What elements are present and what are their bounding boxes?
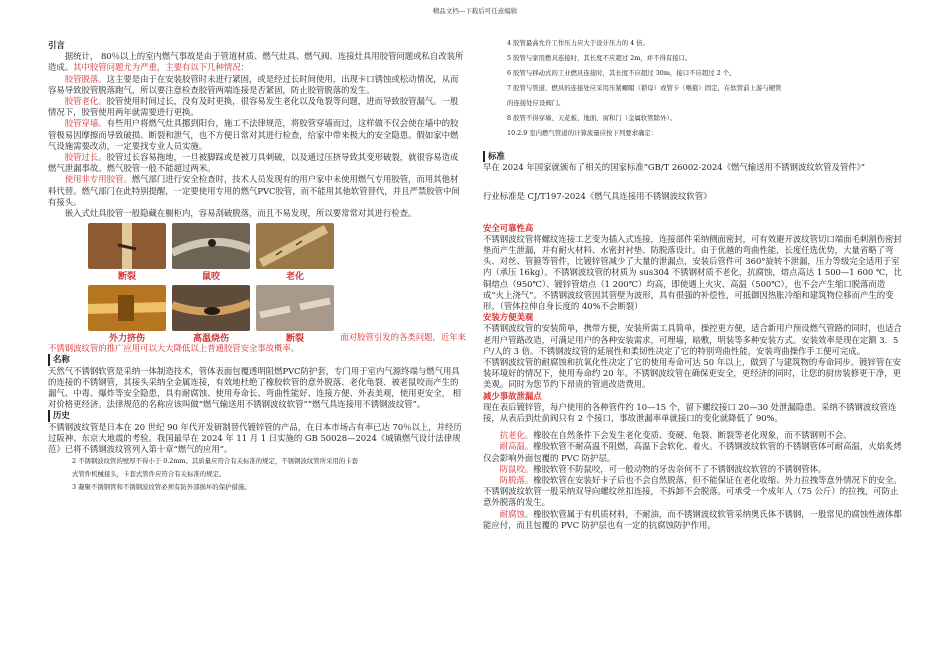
safety-heading: 安全可靠性高 [483,222,534,233]
intro-paragraph [48,51,466,73]
compare-text: 橡胶软管属于有机质材料，不耐油，而不锈钢波纹软管采纳奥氏体不锈钢，一般常见的腐蚀性液体都能应付，而且包覆的 PVC 防护层也有一定的抗腐蚀防护作用。 [483,508,902,530]
standard-heading: 标准 [483,151,903,162]
photo-broken-hose [88,223,166,269]
compare-item [483,441,903,463]
compare-item [483,475,903,509]
lifespan-paragraph: 不锈钢波纹管的耐腐蚀和抗氧化性决定了它的使用寿命可达 50 年以上，做到了与建筑物的寿命同步。镀锌管在安装环境好的情况下，使用寿命约 20 年。不锈钢波纹管在确保更安全，更经济的同时，让您的厨房装修更干净，更美观。同时为您节约下昂贵的管道改造费用。 [483,357,901,390]
excerpt-line: 的连接处应设阀门。 [507,99,565,107]
leak-heading: 减少事故泄漏点 [483,390,542,401]
photo-caption: 老化 [285,272,304,283]
problem-text: 胶管过长容易拖地，一旦被脚踩或是被刀具刺破，以及通过压挤导致其变形破裂，就很容易造成燃气泄漏事故。燃气胶管一般不能超过两米。 [48,152,459,174]
problem-photo [172,223,250,281]
compare-text: 橡胶软管在安装好卡子后也不会自然脱落，但不能保证在老化收缩、外力拉拽等意外情况下的安全。不锈钢波纹软管一般采纳双导向螺纹丝扣连接，不拆卸不会脱落。可承受一个成年人（75 公斤）的拉拽，可防止意外脱落的发生。 [483,475,902,508]
problem-photo [88,285,166,343]
problem-label: 使用非专用胶管。 [64,174,132,185]
compare-item [483,509,903,531]
header-note: 精品文档---下载后可任意编辑 [432,7,518,15]
hidden-hose-text: 嵌入式灶具胶管一般隐藏在橱柜内，容易刮破脱落，而且不易发现，所以要常常对其进行检查。 [64,208,417,219]
photo-caption: 断裂 [117,272,136,283]
history-paragraph: 不锈钢波纹管是日本在 20 世纪 90 年代开发研制替代镀锌管的产品，在日本市场占有率已达 70％以上，并经历过阪神、东京大地震的考验。我国最早在 2024 年 11 月 1 日实施的 GB 50028—2024《城镇燃气设计法律规范》已将不锈钢波纹管列入第十章“燃气的应用”。 [48,421,462,455]
problem-label: 胶管老化。 [64,96,107,107]
install-paragraph: 不锈钢波纹管的安装简单，携带方便，安装所需工具简单，操控更方便，适合新用户预设燃气管路的同时，也适合老用户管路改造，可满足用户的各种安装需求，可埋墙，暗敷，明装等多种安装方式。安装效率是现在定额 3．5 户/人的 3 倍。不锈钢波纹管的延展性和柔韧性决定了它的特别弯曲性能，安装弯曲操作手工便可完成。 [483,323,902,356]
intro-text: 据统计， 80％以上的室内燃气事故是由于管道材质、燃气灶具、燃气阀、连接灶具用胶管问题或私自改装所造成。 [48,51,464,73]
compare-label: 防鼠咬。 [499,463,534,474]
safety-paragraph: 不锈钢波纹管将螺纹连接工艺变为插入式连接，连接部件采纳侧面密封，可有效避开波纹管切口端面毛刺割伤密封垫而产生泄漏，并有耐火材料、水密封衬垫、防脱落设计。由于优越的弯曲性能，长度任选优势，大量省略了弯头、对丝、管箍等管件，比镀锌管减少了大量的泄漏点，安装后管件可 360°旋转不泄漏，压力等级完全适用于室内（承压 16kg）。不锈钢波纹管的材质为 sus304 不锈钢材质不老化，抗腐蚀，熔点高达 1 500—1 600 ℃，比铜熔点（950℃）、镀锌管熔点（1 200℃）均高，即使遇上火灾、高温（500℃），也不会产生缩口脱落而造成“火上浇气”。不锈钢波纹管因其管壁为波形，具有很强的补偿性，可抵御因热胀冷缩和建筑物位移而产生的变形。（管体拉伸自身长度的 40%不会断裂） [483,233,903,312]
problem-item [48,174,466,208]
compare-text: 橡胶在自然条件下会发生老化变质、变硬、龟裂、断裂等老化现象，而不锈钢则不会。 [533,430,852,441]
problem-text: 这主要是由于在安装胶管时未进行紧固，或是经过长时间使用，出现卡口锈蚀或松动情况，从而容易导致胶管脱落跑气，所以要注意检查胶管两端连接是否紧固，防止胶管脱落的发生。 [48,73,459,95]
excerpt-line: 2 不锈钢波纹管的壁厚不得小于 0.2mm。其质量应符合有关标准的规定，不锈钢波纹管所采用的卡套 [72,457,359,466]
photo-caption: 断裂 [285,334,304,345]
compare-text: 橡胶软管不耐高温不阻燃，高温下会软化、着火。不锈钢波纹软管的不锈钢管体可耐高温，火焰炙烤仅会影响外面包覆的 PVC 防护层。 [483,441,902,463]
excerpt-line: 3 凝聚不锈钢管和不锈钢波纹管必须有防外部损坏的保护措施。 [72,483,251,492]
problem-photo [256,285,334,343]
problem-photo [256,223,334,281]
excerpt-line: 6 胶管与移动式的工业燃具连接时，其长度不应超过 30m，接口不应超过 2 个。 [507,69,736,77]
compare-text: 橡胶软管不防鼠咬，可一般动物的牙齿奈何不了不锈钢波纹软管的不锈钢管体。 [533,463,827,474]
image-note: 面对胶管引发的各类问题，近年来 [340,332,466,343]
intro-heading: 引言 [48,40,65,50]
leak-paragraph: 现在表后镀锌管，每户使用的各种管件约 10—15 个，留下螺纹接口 20—30 处泄漏隐患。采纳不锈钢波纹管连接，从表后到灶前阀只有 2 个接口，事故泄漏率单就接口的变化就降低了 90%。 [483,401,897,424]
intro-red-text: 其中胶管问题尤为严重，主要有以下几种情况： [73,62,249,73]
compare-label: 抗老化。 [499,430,534,441]
excerpt-line: 4 胶管最高允许工作压力应大于设计压力的 4 倍。 [507,39,650,47]
problem-text: 有些用户将燃气灶具挪到阳台，施工不法律规范，将胶管穿墙而过，这样做不仅会使在墙中的胶管极易因摩擦而导致破损、断裂和泄气，也不方便日常对其进行检查，给家中带来极大的安全隐患。假如家中燃气设施需要改动，一定要找专业人员实施。 [48,118,459,151]
excerpt-line: 10.2.9 室内燃气管道的计算流量应按下列要求确定： [507,129,658,137]
photo-heat-burn [172,285,250,331]
history-heading: 历史 [48,410,466,421]
photo-aging-hose [256,223,334,269]
install-heading: 安装方便美观 [483,312,534,323]
standard-industry: 行业标准是 CJ/T197-2024《燃气具连接用不锈钢波纹软管》 [483,191,712,202]
photo-rat-bite [172,223,250,269]
problem-photo-grid [88,223,466,343]
problem-text: 胶管使用时间过长，没有及时更换，很容易发生老化以及龟裂等问题，进而导致胶管漏气。一般情况下，胶管使用两年就需要进行更换。 [48,96,459,118]
problem-text: 燃气部门进行安全检查时，技术人员发现有的用户家中未使用燃气专用胶管，而用其他材料代替。燃气部门在此特别提醒，一定要使用专用的燃气PVC胶管，而不能用其他软管替代，并且严禁胶管中间有接头。 [48,174,460,207]
problem-item [48,96,466,118]
left-column [48,40,466,494]
problem-item [48,118,466,152]
compare-item [483,464,903,475]
problem-label: 胶管脱落。 [64,73,107,84]
photo-snapped-hose [256,285,334,331]
name-heading: 名称 [48,354,466,365]
right-column [483,36,903,531]
photo-caption: 高温烧伤 [192,334,229,345]
photo-crushed-hose [88,285,166,331]
promo-text: 不锈钢波纹管的推广应用可以大大降低以上普通胶管安全事故概率。 [48,343,300,354]
problem-label: 胶管过长。 [64,152,107,163]
problem-item [48,74,466,96]
problem-photo-area [48,223,466,343]
compare-item [483,430,903,441]
compare-label: 防脱落。 [499,475,534,486]
photo-caption: 鼠咬 [201,272,220,283]
compare-label: 耐腐蚀。 [499,508,534,519]
name-paragraph: 天然气不锈钢软管是采纳一体制造技术，管体表面包覆透明阻燃PVC防护套，专门用于室内气源终端与燃气用具的连接的不锈钢管，其接头采纳全金属连接，有效地杜绝了橡胶软管的意外脱落、老化龟裂、被老鼠咬而产生的漏气、中毒、爆炸等安全隐患，具有耐腐蚀、使用寿命长、弯曲性能好、连接方便、外表美观，使用更安全， 相对价格更经济。法律规范的名称应该叫做“燃气输送用不锈钢波纹软管”“燃气具连接用不锈钢波纹管”。 [48,365,462,410]
excerpt-line: 式管件机械接头，卡套式管件应符合有关标准的规定。 [72,470,226,479]
problem-label: 胶管穿墙。 [64,118,107,129]
spec-excerpt [507,36,903,141]
standard-national: 早在 2024 年国家就颁布了相关的国家标准“GB/T 26002-2024《燃气输送用不锈钢波纹软管及管件》” [483,162,866,173]
compare-label: 耐高温。 [499,441,534,452]
excerpt-line: 5 胶管与家用燃具连接时，其长度不应超过 2m，并不得有接口。 [507,54,692,62]
excerpt-line: 8 胶管不得穿墙、天花板、地面、窗和门（金属软管除外）。 [507,114,677,122]
history-standard-excerpt [72,455,466,494]
excerpt-line: 7 胶管与管道、燃具的连接处应采用压紧螺帽（锁母）或管卡（喉箍）固定，在软管前上游与硬管 [507,84,782,92]
problem-item [48,152,466,174]
problem-photo [172,285,250,343]
photo-caption: 外力挤伤 [108,334,145,345]
problem-photo [88,223,166,281]
